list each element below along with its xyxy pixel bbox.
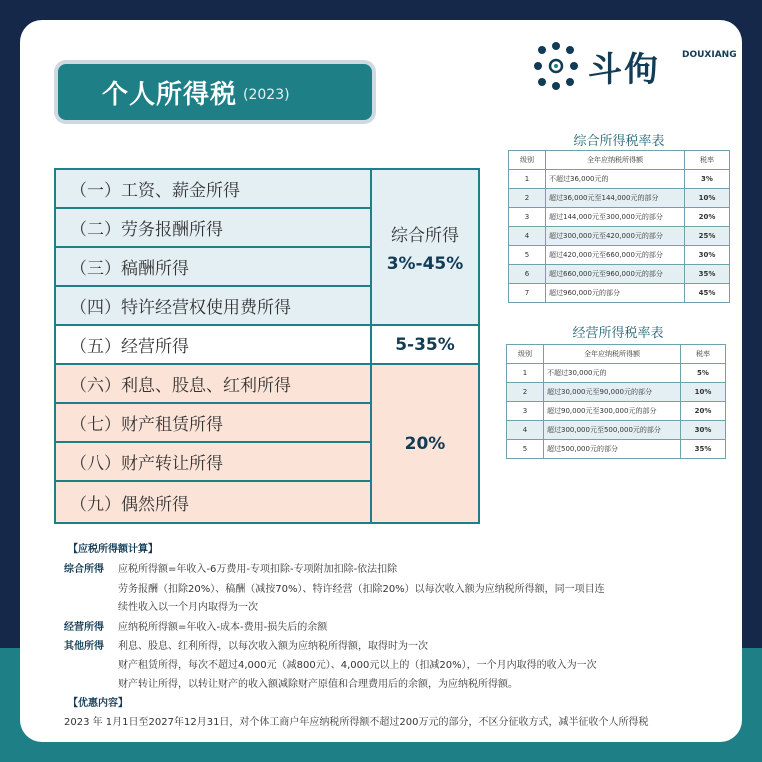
logo-subtext: DOUXIANG <box>682 50 737 60</box>
table2-header: 税率 <box>681 345 726 364</box>
note-text: 利息、股息、红利所得，以每次收入额为应纳税所得额，取得时为一次 <box>118 641 428 652</box>
category-label: （七）财产租赁所得 <box>70 415 223 435</box>
table-row <box>509 265 730 284</box>
table2-title: 经营所得税率表 <box>572 326 664 341</box>
rate-cell: 45% <box>685 284 730 303</box>
comprehensive-rate-table <box>508 150 730 303</box>
level-cell: 1 <box>507 364 544 383</box>
category-row <box>56 209 370 248</box>
logo-text: 斗佝 <box>588 50 660 90</box>
business-rate: 5-35% <box>395 334 455 355</box>
other-rate: 20% <box>404 433 446 454</box>
range-cell: 超过144,000元至300,000元的部分 <box>546 208 685 227</box>
logo-dots-icon <box>534 40 578 92</box>
rate-cell: 35% <box>685 265 730 284</box>
level-cell: 4 <box>507 421 544 440</box>
category-row <box>56 482 370 522</box>
level-cell: 4 <box>509 227 546 246</box>
section-heading: 【优惠内容】 <box>68 698 128 709</box>
level-cell: 2 <box>509 189 546 208</box>
note-text: 劳务报酬（扣除20%）、稿酬（减按70%）、特许经营（扣除20%）以每次收入额为应纳税所得额，同一项目连 <box>118 584 605 595</box>
category-label: （一）工资、薪金所得 <box>70 181 240 201</box>
other-rate-cell <box>370 365 478 522</box>
table-row <box>509 189 730 208</box>
category-label: （三）稿酬所得 <box>70 259 189 279</box>
comprehensive-rate-cell <box>370 170 478 326</box>
rate-cell: 20% <box>685 208 730 227</box>
promo-text: 2023 年 1月1日至2027年12月31日，对个体工商户年应纳税所得额不超过200万元的部分，不区分征收方式，减半征收个人所得税 <box>64 717 649 728</box>
note-label: 其他所得 <box>64 641 104 652</box>
category-row <box>56 170 370 209</box>
level-cell: 3 <box>509 208 546 227</box>
rate-cell: 35% <box>681 440 726 459</box>
title-year: (2023) <box>243 87 290 103</box>
table1-title: 综合所得税率表 <box>573 134 665 149</box>
range-cell: 不超过30,000元的 <box>544 364 681 383</box>
category-row <box>56 404 370 443</box>
range-cell: 超过500,000元的部分 <box>544 440 681 459</box>
note-text: 续性收入以一个月内取得为一次 <box>118 602 258 613</box>
table-row <box>507 440 726 459</box>
table2-header: 级别 <box>507 345 544 364</box>
range-cell: 超过30,000元至90,000元的部分 <box>544 383 681 402</box>
range-cell: 超过960,000元的部分 <box>546 284 685 303</box>
category-label: （九）偶然所得 <box>70 494 189 515</box>
category-label: （五）经营所得 <box>70 337 189 357</box>
title-banner <box>54 60 376 124</box>
note-label: 综合所得 <box>64 564 104 575</box>
category-label: （八）财产转让所得 <box>70 454 223 474</box>
note-text: 应纳税所得额=年收入-成本-费用-损失后的余额 <box>118 622 328 633</box>
table1-header: 全年应纳税所得额 <box>546 151 685 170</box>
business-rate-cell <box>370 326 478 365</box>
category-row <box>56 326 370 365</box>
rate-cell: 30% <box>681 421 726 440</box>
category-row <box>56 287 370 326</box>
note-text: 财产租赁所得，每次不超过4,000元（减800元）、4,000元以上的（扣减20%），一个月内取得的收入为一次 <box>118 660 597 671</box>
rate-cell: 20% <box>681 402 726 421</box>
level-cell: 5 <box>507 440 544 459</box>
section-heading: 【应税所得额计算】 <box>68 544 158 555</box>
rate-cell: 10% <box>681 383 726 402</box>
business-rate-table <box>506 344 726 459</box>
table1-header: 税率 <box>685 151 730 170</box>
tax-card <box>20 20 742 742</box>
level-cell: 2 <box>507 383 544 402</box>
range-cell: 超过36,000元至144,000元的部分 <box>546 189 685 208</box>
range-cell: 不超过36,000元的 <box>546 170 685 189</box>
rate-cell: 30% <box>685 246 730 265</box>
category-row <box>56 443 370 482</box>
note-label: 经营所得 <box>64 622 104 633</box>
table-row <box>507 364 726 383</box>
level-cell: 6 <box>509 265 546 284</box>
table-row <box>509 246 730 265</box>
table-row <box>507 421 726 440</box>
page-title: 个人所得税 <box>102 79 238 110</box>
comprehensive-name: 综合所得 <box>391 225 459 246</box>
range-cell: 超过300,000元至420,000元的部分 <box>546 227 685 246</box>
level-cell: 5 <box>509 246 546 265</box>
range-cell: 超过420,000元至660,000元的部分 <box>546 246 685 265</box>
table-row <box>509 284 730 303</box>
rate-cell: 10% <box>685 189 730 208</box>
range-cell: 超过660,000元至960,000元的部分 <box>546 265 685 284</box>
brand-logo <box>534 40 737 92</box>
table-row <box>507 402 726 421</box>
note-text: 财产转让所得，以转让财产的收入额减除财产原值和合理费用后的余额，为应纳税所得额。 <box>118 679 518 690</box>
income-category-table <box>54 168 480 524</box>
category-row <box>56 248 370 287</box>
note-text: 应税所得额=年收入-6万费用-专项扣除-专项附加扣除-依法扣除 <box>118 564 398 575</box>
level-cell: 7 <box>509 284 546 303</box>
table-row <box>507 383 726 402</box>
comprehensive-rate: 3%-45% <box>386 253 464 274</box>
table-row <box>509 227 730 246</box>
category-label: （四）特许经营权使用费所得 <box>70 298 291 318</box>
table1-header: 级别 <box>509 151 546 170</box>
table2-header: 全年应纳税所得额 <box>544 345 681 364</box>
category-label: （二）劳务报酬所得 <box>70 220 223 240</box>
range-cell: 超过90,000元至300,000元的部分 <box>544 402 681 421</box>
rate-cell: 3% <box>685 170 730 189</box>
category-row <box>56 365 370 404</box>
table-row <box>509 170 730 189</box>
rate-cell: 25% <box>685 227 730 246</box>
range-cell: 超过300,000元至500,000元的部分 <box>544 421 681 440</box>
category-label: （六）利息、股息、红利所得 <box>70 376 291 396</box>
level-cell: 3 <box>507 402 544 421</box>
table-row <box>509 208 730 227</box>
rate-cell: 5% <box>681 364 726 383</box>
level-cell: 1 <box>509 170 546 189</box>
